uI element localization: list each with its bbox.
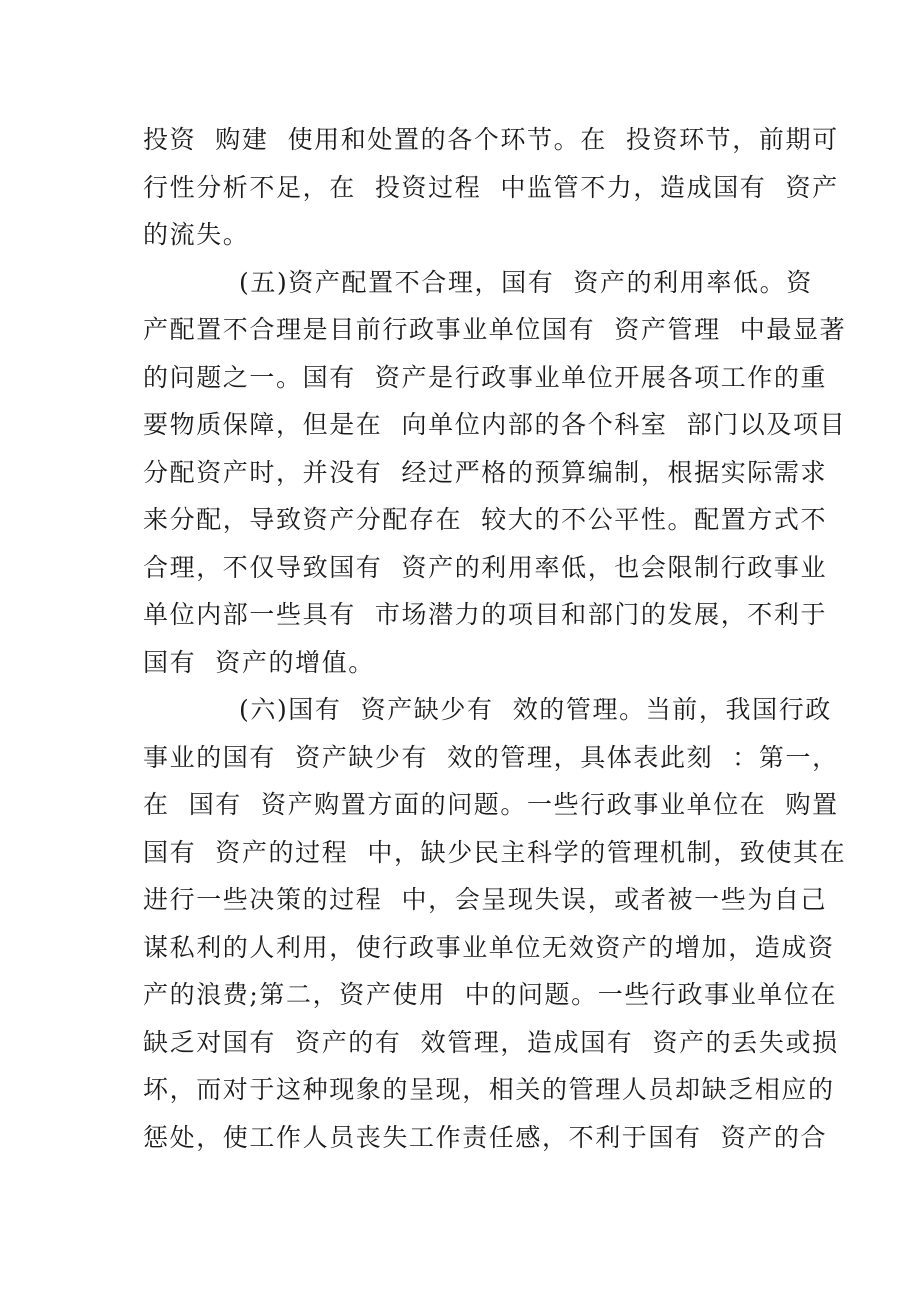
text-line: 的问题之一。国有 资产是行政事业单位开展各项工作的重: [143, 362, 828, 392]
text-line: 缺乏对国有 资产的有 效管理，造成国有 资产的丢失或损: [143, 1027, 839, 1057]
section-heading-line: (六)国有 资产缺少有 效的管理。当前，我国行政: [239, 695, 832, 724]
text-line: 来分配，导致资产分配存在 较大的不公平性。配置方式不: [143, 505, 828, 534]
text-line: 在 国有 资产购置方面的问题。一些行政事业单位在 购置: [143, 790, 839, 819]
text-line: 事业的国有 资产缺少有 效的管理，具体表此刻 ：第一，: [143, 742, 839, 772]
text-line: 单位内部一些具有 市场潜力的项目和部门的发展，不利于: [143, 600, 828, 629]
section-heading-line: (五)资产配置不合理，国有 资产的利用率低。资: [239, 267, 813, 297]
body-text: [143, 116, 847, 1161]
text-line: 行性分析不足，在 投资过程 中监管不力，造成国有 资产: [143, 172, 839, 202]
text-line: 产的浪费;第二，资产使用 中的问题。一些行政事业单位在: [143, 980, 838, 1009]
text-line: 合理，不仅导致国有 资产的利用率低，也会限制行政事业: [143, 552, 828, 582]
text-line: 谋私利的人利用，使行政事业单位无效资产的增加，造成资: [143, 932, 835, 962]
text-line: 产配置不合理是目前行政事业单位国有 资产管理 中最显著: [143, 315, 847, 344]
text-line: 进行一些决策的过程 中，会呈现失误，或者被一些为自己: [143, 885, 828, 914]
text-line: 坏，而对于这种现象的呈现，相关的管理人员却缺乏相应的: [143, 1075, 835, 1104]
text-line: 要物质保障，但是在 向单位内部的各个科室 部门以及项目: [143, 410, 847, 439]
text-line: 国有 资产的增值。: [143, 647, 375, 677]
text-line: 惩处，使工作人员丧失工作责任感，不利于国有 资产的合: [143, 1122, 828, 1152]
text-line: 国有 资产的过程 中，缺少民主科学的管理机制，致使其在: [143, 837, 847, 867]
text-line: 分配资产时，并没有 经过严格的预算编制，根据实际需求: [143, 457, 828, 487]
text-line: 的流失。: [143, 220, 250, 249]
text-line: 投资 购建 使用和处置的各个环节。在 投资环节，前期可: [143, 125, 839, 154]
